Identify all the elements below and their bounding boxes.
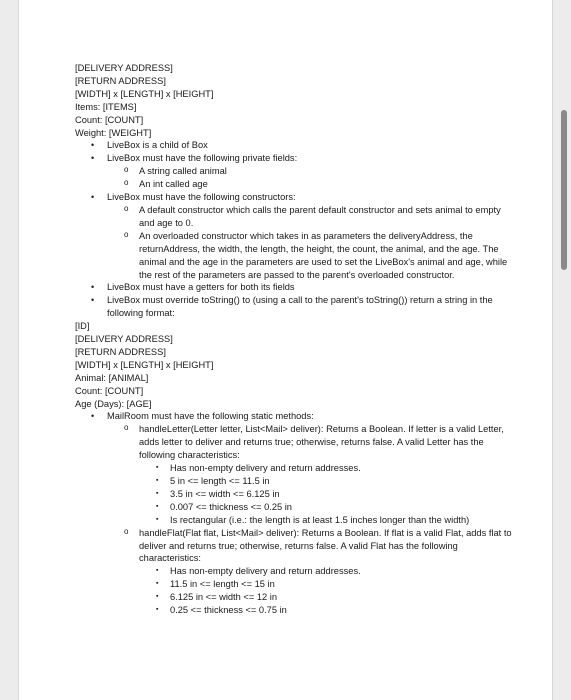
- viewer-left-margin: [0, 0, 19, 700]
- constructor-text: A default constructor which calls the parent default constructor and sets animal to empty and age to 0.: [139, 204, 501, 228]
- method-text: handleLetter(Letter letter, List<Mail> deliver): Returns a Boolean. If letter is a valid Letter, adds letter to deliver and returns true; otherwise, returns false. A valid Letter has the following characteristics:: [139, 424, 504, 461]
- list-item: [139, 488, 515, 501]
- list-item: [139, 475, 515, 488]
- format-line-count: Count: [COUNT]: [75, 114, 144, 125]
- requirement-text: MailRoom must have the following static methods:: [107, 411, 314, 422]
- requirement-text: LiveBox is a child of Box: [107, 140, 208, 151]
- characteristic-text: 0.007 <= thickness <= 0.25 in: [170, 501, 292, 512]
- document-content: [75, 62, 515, 617]
- characteristic-text: 3.5 in <= width <= 6.125 in: [170, 488, 280, 499]
- format-line-animal: Animal: [ANIMAL]: [75, 372, 149, 383]
- characteristic-text: 6.125 in <= width <= 12 in: [170, 592, 277, 603]
- field-text: A string called animal: [139, 166, 227, 177]
- format-line-delivery-address: [DELIVERY ADDRESS]: [75, 63, 173, 73]
- requirement-text: LiveBox must override toString() to (using a call to the parent's toString()) return a string in the following format:: [107, 295, 493, 319]
- format-line-return-address: [RETURN ADDRESS]: [75, 346, 166, 357]
- list-item: [75, 410, 515, 617]
- format-line-id: [ID]: [75, 321, 90, 332]
- constructors-list: [107, 204, 515, 281]
- field-text: An int called age: [139, 179, 208, 190]
- list-item: [75, 139, 515, 152]
- list-item: [107, 204, 515, 230]
- list-item: [75, 281, 515, 294]
- list-item: [139, 604, 515, 617]
- characteristic-text: Has non-empty delivery and return addresses.: [170, 463, 361, 474]
- method-text: handleFlat(Flat flat, List<Mail> deliver): Returns a Boolean. If flat is a valid Flat, adds flat to deliver and returns true; otherwise, returns false. A valid Flat has the following characteristics:: [139, 527, 512, 564]
- requirement-text: LiveBox must have a getters for both its fields: [107, 282, 295, 293]
- list-item: [139, 514, 515, 527]
- characteristic-text: 5 in <= length <= 11.5 in: [170, 476, 270, 486]
- format-line-return-address: [RETURN ADDRESS]: [75, 75, 166, 86]
- list-item: [139, 565, 515, 578]
- characteristic-text: 0.25 <= thickness <= 0.75 in: [170, 605, 287, 616]
- mailroom-requirements-list: [75, 410, 515, 617]
- list-item: [107, 423, 515, 526]
- document-page: [19, 0, 552, 700]
- private-fields-list: [107, 165, 515, 191]
- format-line-delivery-address: [DELIVERY ADDRESS]: [75, 334, 173, 345]
- list-item: [107, 178, 515, 191]
- letter-characteristics-list: [139, 462, 515, 527]
- format-line-dimensions: [WIDTH] x [LENGTH] x [HEIGHT]: [75, 88, 214, 99]
- format-line-items: Items: [ITEMS]: [75, 101, 137, 112]
- characteristic-text: Has non-empty delivery and return addresses.: [170, 566, 361, 577]
- list-item: [139, 578, 515, 591]
- constructor-text: An overloaded constructor which takes in as parameters the deliveryAddress, the returnAddress, the width, the length, the height, the count, the animal, and the age. The animal and the age in the parameters are used to set the LiveBox's animal and age, while the rest of the parameters are passed to the parent's overloaded constructor.: [139, 230, 508, 280]
- format-line-age: Age (Days): [AGE]: [75, 398, 152, 409]
- list-item: [75, 294, 515, 320]
- viewer-scrollbar-track[interactable]: [552, 0, 571, 700]
- list-item: [139, 501, 515, 514]
- requirement-text: LiveBox must have the following private fields:: [107, 153, 298, 164]
- requirement-text: LiveBox must have the following constructors:: [107, 192, 296, 203]
- list-item: [139, 591, 515, 604]
- format-line-dimensions: [WIDTH] x [LENGTH] x [HEIGHT]: [75, 359, 214, 370]
- format-line-weight: Weight: [WEIGHT]: [75, 127, 152, 138]
- list-item: [139, 462, 515, 475]
- list-item: [75, 191, 515, 281]
- livebox-requirements-list: [75, 139, 515, 320]
- scrollbar-thumb[interactable]: [561, 110, 567, 270]
- characteristic-text: 11.5 in <= length <= 15 in: [170, 579, 275, 590]
- list-item: [107, 230, 515, 282]
- static-methods-list: [107, 423, 515, 617]
- characteristic-text: Is rectangular (i.e.: the length is at least 1.5 inches longer than the width): [170, 514, 470, 525]
- list-item: [107, 165, 515, 178]
- list-item: [75, 152, 515, 191]
- flat-characteristics-list: [139, 565, 515, 617]
- list-item: [107, 527, 515, 617]
- format-line-count: Count: [COUNT]: [75, 385, 144, 396]
